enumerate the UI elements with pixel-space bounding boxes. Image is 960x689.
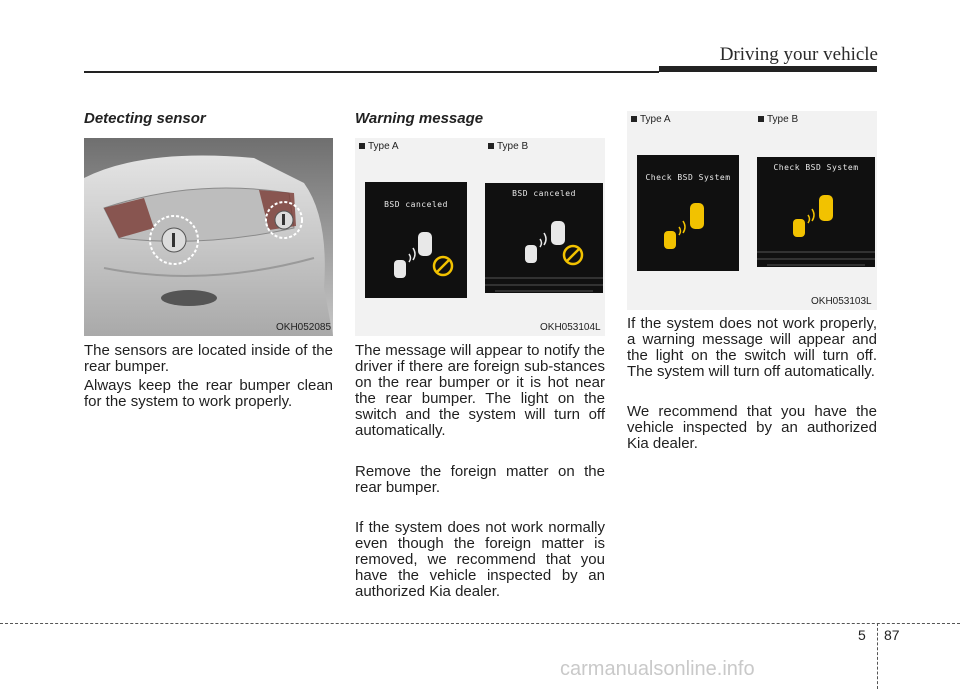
blind-spot-vehicles-icon (757, 157, 875, 267)
type-a-label: Type A (359, 141, 399, 152)
screen-message: BSD canceled (512, 189, 576, 198)
screen-message: BSD canceled (384, 200, 448, 209)
rear-bumper-figure (84, 138, 333, 336)
type-b-label: Type B (488, 141, 528, 152)
display-screen-type-a (637, 155, 739, 271)
figure-code: OKH053104L (540, 322, 601, 333)
type-b-label: Type B (758, 114, 798, 125)
section-title-detecting-sensor: Detecting sensor (84, 110, 206, 127)
paragraph: The message will appear to notify the driver if there are foreign sub-stances on the rear bumper or it is hot near the rear bumper. The light on the switch and the system will turn off automatically. (355, 342, 605, 439)
bullet-square-icon (631, 116, 637, 122)
header-rule (84, 71, 659, 73)
page-header-title: Driving your vehicle (719, 44, 878, 65)
bullet-square-icon (758, 116, 764, 122)
bullet-square-icon (488, 143, 494, 149)
screen-message: Check BSD System (773, 163, 859, 172)
paragraph: We recommend that you have the vehicle inspected by an authorized Kia dealer. (627, 403, 877, 452)
bsd-canceled-icon (365, 182, 467, 298)
display-screen-type-a (365, 182, 467, 298)
header-rule-thick (659, 66, 877, 72)
display-screen-type-b (485, 183, 603, 293)
figure-code: OKH053103L (811, 296, 872, 307)
paragraph: The sensors are located inside of the rear bumper. (84, 342, 333, 375)
paragraph: If the system does not work normally even though the foreign matter is removed, we recommend that you have the vehicle inspected by an authorized Kia dealer. (355, 519, 605, 600)
page-number: 87 (884, 627, 900, 643)
footer-rule (0, 623, 960, 624)
watermark: carmanualsonline.info (560, 658, 755, 680)
section-title-warning-message: Warning message (355, 110, 484, 127)
paragraph: Always keep the rear bumper clean for the system to work properly. (84, 377, 333, 410)
display-screen-type-b (757, 157, 875, 267)
figure-code: OKH052085 (276, 322, 332, 333)
paragraph: Remove the foreign matter on the rear bumper. (355, 463, 605, 496)
screen-message: Check BSD System (645, 173, 731, 182)
paragraph: If the system does not work properly, a warning message will appear and the light on the switch will turn off. The system will turn off automatically. (627, 315, 877, 380)
footer-divider (877, 623, 878, 689)
car-rear-illustration (84, 138, 333, 336)
blind-spot-vehicles-icon (637, 155, 739, 271)
bsd-canceled-icon (485, 183, 603, 293)
type-a-label: Type A (631, 114, 671, 125)
bullet-square-icon (359, 143, 365, 149)
chapter-number: 5 (858, 627, 866, 643)
